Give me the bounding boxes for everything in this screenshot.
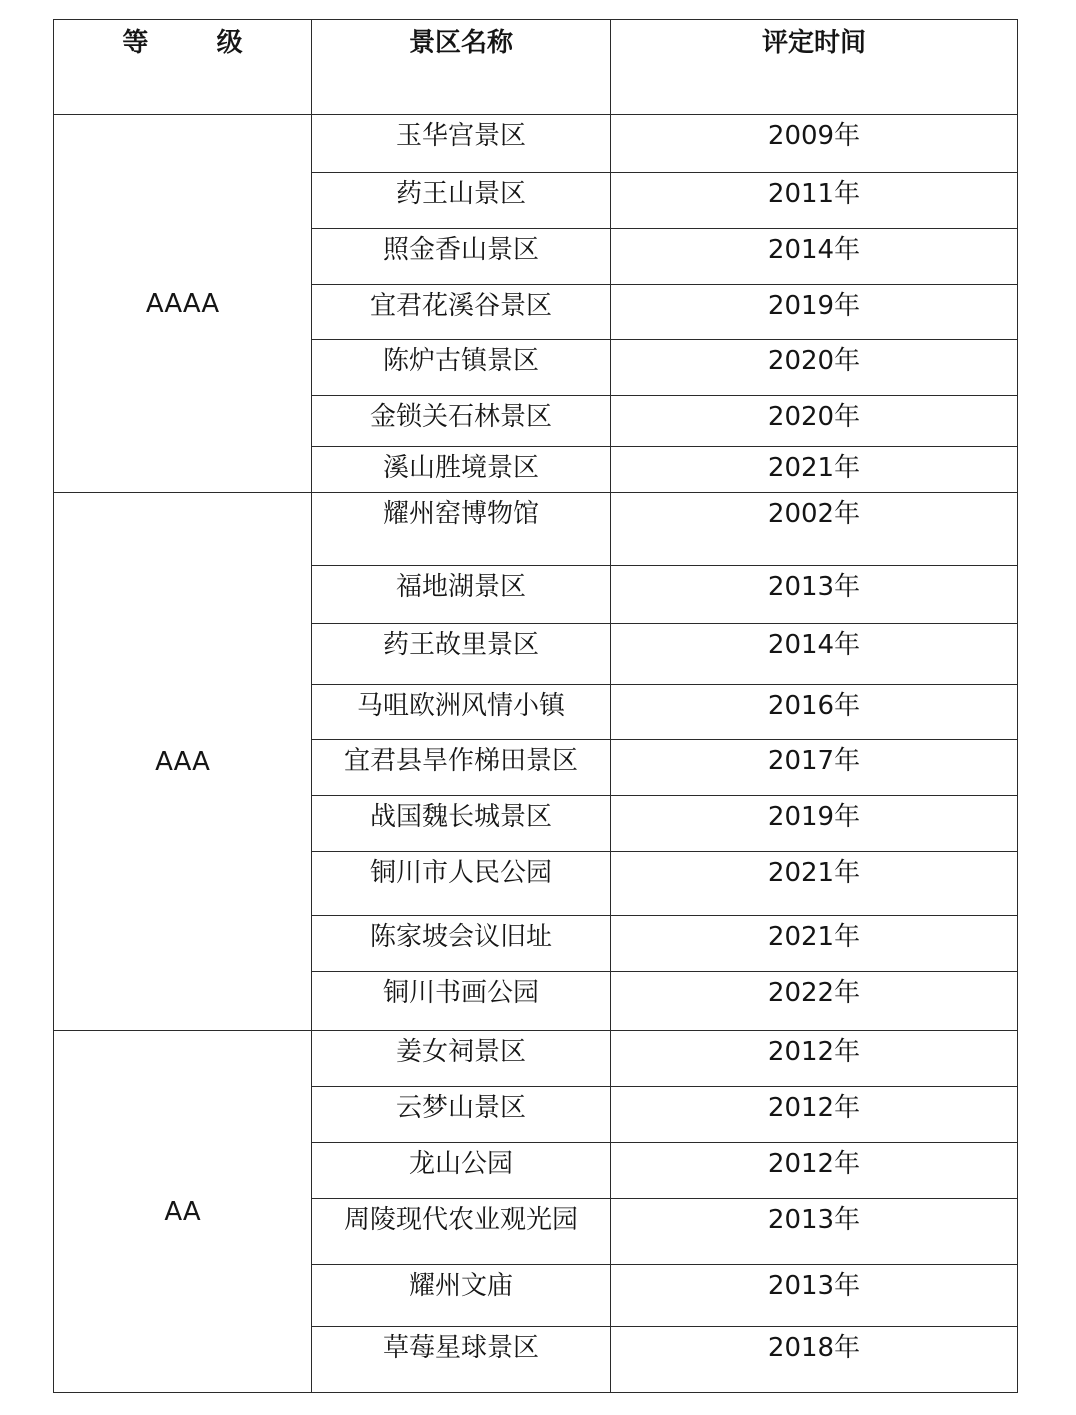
scenic-name-cell: 药王故里景区 [312,624,611,685]
scenic-name-cell: 照金香山景区 [312,229,611,285]
table-row [54,1031,1018,1087]
cropped-title-remnant [0,0,1076,8]
table-row [54,115,1018,173]
year-cell: 2018年 [611,1327,1018,1393]
year-cell: 2014年 [611,624,1018,685]
header-year: 评定时间 [611,20,1018,115]
scenic-name-cell: 姜女祠景区 [312,1031,611,1087]
year-cell: 2012年 [611,1087,1018,1143]
scenic-name-cell: 铜川市人民公园 [312,852,611,916]
scenic-name-cell: 云梦山景区 [312,1087,611,1143]
year-cell: 2009年 [611,115,1018,173]
year-cell: 2012年 [611,1143,1018,1199]
year-cell: 2020年 [611,396,1018,447]
scenic-name-cell: 铜川书画公园 [312,972,611,1031]
scenic-name-cell: 周陵现代农业观光园 [312,1199,611,1265]
year-cell: 2013年 [611,566,1018,624]
header-level-char-1: 等 [122,28,149,58]
level-cell-aaa: AAA [54,493,312,1031]
scenic-name-cell: 溪山胜境景区 [312,447,611,493]
scenic-name-cell: 耀州文庙 [312,1265,611,1327]
scenic-name-cell: 陈家坡会议旧址 [312,916,611,972]
scenic-name-cell: 玉华宫景区 [312,115,611,173]
year-cell: 2021年 [611,852,1018,916]
scenic-name-cell: 金锁关石林景区 [312,396,611,447]
year-cell: 2021年 [611,447,1018,493]
table-header-row [54,20,1018,115]
header-level [54,20,312,115]
scenic-name-cell: 陈炉古镇景区 [312,340,611,396]
scenic-area-table [53,19,1018,1393]
header-level-char-2: 级 [216,28,243,58]
year-cell: 2019年 [611,796,1018,852]
year-cell: 2020年 [611,340,1018,396]
scenic-name-cell: 福地湖景区 [312,566,611,624]
scenic-name-cell: 耀州窑博物馆 [312,493,611,566]
year-cell: 2019年 [611,285,1018,340]
year-cell: 2012年 [611,1031,1018,1087]
scenic-name-cell: 药王山景区 [312,173,611,229]
scenic-name-cell: 战国魏长城景区 [312,796,611,852]
year-cell: 2016年 [611,685,1018,740]
level-cell-aa: AA [54,1031,312,1393]
level-cell-aaaa: AAAA [54,115,312,493]
scenic-name-cell: 马咀欧洲风情小镇 [312,685,611,740]
header-name: 景区名称 [312,20,611,115]
scenic-name-cell: 宜君花溪谷景区 [312,285,611,340]
scenic-name-cell: 草莓星球景区 [312,1327,611,1393]
year-cell: 2014年 [611,229,1018,285]
year-cell: 2002年 [611,493,1018,566]
year-cell: 2013年 [611,1199,1018,1265]
year-cell: 2013年 [611,1265,1018,1327]
year-cell: 2021年 [611,916,1018,972]
table-row [54,493,1018,566]
scenic-name-cell: 龙山公园 [312,1143,611,1199]
year-cell: 2022年 [611,972,1018,1031]
year-cell: 2017年 [611,740,1018,796]
year-cell: 2011年 [611,173,1018,229]
scenic-name-cell: 宜君县旱作梯田景区 [312,740,611,796]
